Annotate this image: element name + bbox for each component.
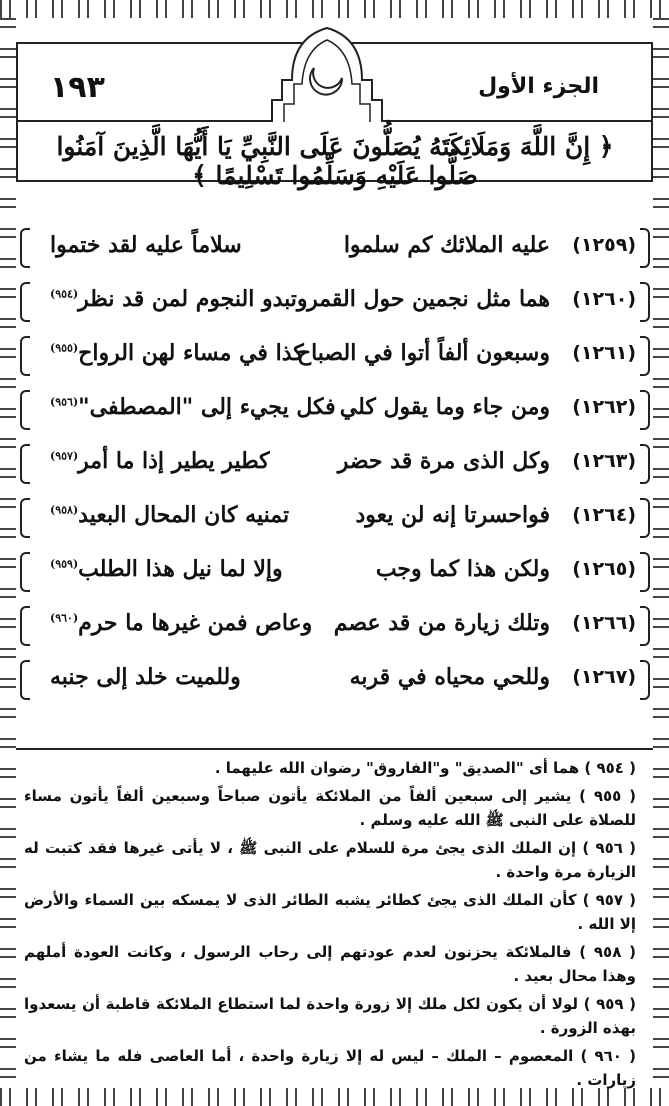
footnote-marker: (٩٥٦) bbox=[50, 395, 79, 409]
poem-line bbox=[20, 552, 650, 592]
footnote-marker: (٩٥٥) bbox=[50, 341, 79, 355]
first-hemistich: وكل الذى مرة قد حضر bbox=[337, 448, 550, 474]
footnote: ( ٩٥٧ ) كأن الملك الذى يجئ كطائر يشبه الطائر الذى لا يمسكه بين السماء والأرض إلا الله . bbox=[24, 891, 636, 933]
poem-line bbox=[20, 282, 650, 322]
footnote: ( ٩٥٤ ) هما أى "الصديق" و"الفاروق" رضوان الله عليهما . bbox=[214, 759, 636, 777]
footnote-marker: (٩٥٨) bbox=[50, 503, 79, 517]
page-number: ١٩٣ bbox=[50, 70, 105, 105]
first-hemistich: وللحي محياه في قربه bbox=[349, 664, 550, 690]
footnote: ( ٩٥٩ ) لولا أن يكون لكل ملك إلا زورة واحدة لما استطاع الملائكة قاطبة أن يسعدوا بهذه الزورة . bbox=[24, 995, 636, 1037]
first-hemistich: وتلك زيارة من قد عصم bbox=[333, 610, 550, 636]
poem-line bbox=[20, 660, 650, 700]
poem-line bbox=[20, 336, 650, 376]
second-hemistich: فكل يجيء إلى "المصطفى"$^{(٩٥٦)}$ bbox=[50, 394, 336, 420]
quran-verse-banner: ﴿ إِنَّ اللَّهَ وَمَلَائِكَتَهُ يُصَلُّونَ عَلَى النَّبِيِّ يَا أَيُّهَا الَّذِينَ آمَنُوا صَلُّوا عَلَيْهِ وَسَلِّمُوا تَسْلِيمًا ﴾ bbox=[56, 132, 614, 190]
line-number: (١٢٦٤) bbox=[572, 504, 636, 526]
poem-line bbox=[20, 390, 650, 430]
line-number: (١٢٦٦) bbox=[572, 612, 636, 634]
line-number: (١٢٥٩) bbox=[572, 234, 636, 256]
footnote-marker: (٩٥٧) bbox=[50, 449, 79, 463]
poem-line bbox=[20, 498, 650, 538]
line-number: (١٢٦٠) bbox=[572, 288, 636, 310]
footnote-separator bbox=[16, 748, 653, 750]
line-number: (١٢٦١) bbox=[572, 342, 636, 364]
footnote: ( ٩٥٨ ) فالملائكة يحزنون لعدم عودتهم إلى رحاب الرسول ، وكانت العودة أملهم وهذا محال بعيد . bbox=[24, 943, 637, 985]
footnote: ( ٩٥٦ ) إن الملك الذى يجئ مرة للسلام على النبى ﷺ ، لا يأتى غيرها فقد كتبت له الزيارة مرة واحدة . bbox=[24, 839, 637, 881]
first-hemistich: فواحسرتا إنه لن يعود bbox=[355, 502, 550, 528]
line-number: (١٢٦٣) bbox=[572, 450, 636, 472]
second-hemistich: وللميت خلد إلى جنبه bbox=[50, 664, 241, 690]
second-hemistich: وتبدو النجوم لمن قد نظر$^{(٩٥٤)}$ bbox=[50, 286, 308, 312]
first-hemistich: هما مثل نجمين حول القمر bbox=[307, 286, 550, 312]
footnote-marker: (٩٥٤) bbox=[50, 287, 79, 301]
ornamental-border-left bbox=[0, 18, 16, 1088]
second-hemistich: تمنيه كان المحال البعيد$^{(٩٥٨)}$ bbox=[50, 502, 290, 528]
second-hemistich: وعاص فمن غيرها ما حرم$^{(٩٦٠)}$ bbox=[50, 610, 313, 636]
footnote-marker: (٩٦٠) bbox=[50, 611, 79, 625]
crescent-arch-ornament bbox=[262, 20, 392, 122]
first-hemistich: ومن جاء وما يقول كلي bbox=[339, 394, 550, 420]
footnote: ( ٩٦٠ ) المعصوم – الملك – ليس له إلا زيارة واحدة ، أما العاصى فله ما يشاء من زيارات . bbox=[24, 1047, 636, 1089]
footnote-marker: (٩٥٩) bbox=[50, 557, 79, 571]
poem-line bbox=[20, 444, 650, 484]
second-hemistich: كطير يطير إذا ما أمر$^{(٩٥٧)}$ bbox=[50, 448, 270, 474]
footnote: ( ٩٥٥ ) يشير إلى سبعين ألفاً من الملائكة يأتون صباحاً وسبعين ألفاً يأتون مساء للصلاة على النبى ﷺ الله عليه وسلم . bbox=[24, 787, 637, 829]
second-hemistich: سلاماً عليه لقد ختموا bbox=[50, 232, 242, 258]
line-number: (١٢٦٧) bbox=[572, 666, 636, 688]
first-hemistich: ولكن هذا كما وجب bbox=[375, 556, 550, 582]
poem-line bbox=[20, 606, 650, 646]
line-number: (١٢٦٢) bbox=[572, 396, 636, 418]
poem-line bbox=[20, 228, 650, 268]
first-hemistich: وسبعون ألفاً أتوا في الصباح bbox=[296, 340, 550, 366]
ornamental-border-right bbox=[653, 18, 669, 1088]
second-hemistich: كذا في مساء لهن الرواح$^{(٩٥٥)}$ bbox=[50, 340, 304, 366]
line-number: (١٢٦٥) bbox=[572, 558, 636, 580]
second-hemistich: وإلا لما نيل هذا الطلب$^{(٩٥٩)}$ bbox=[50, 556, 283, 582]
part-title: الجزء الأول bbox=[478, 74, 599, 99]
ornamental-border-top bbox=[0, 0, 669, 18]
footnotes bbox=[24, 756, 636, 1096]
first-hemistich: عليه الملائك كم سلموا bbox=[343, 232, 550, 258]
